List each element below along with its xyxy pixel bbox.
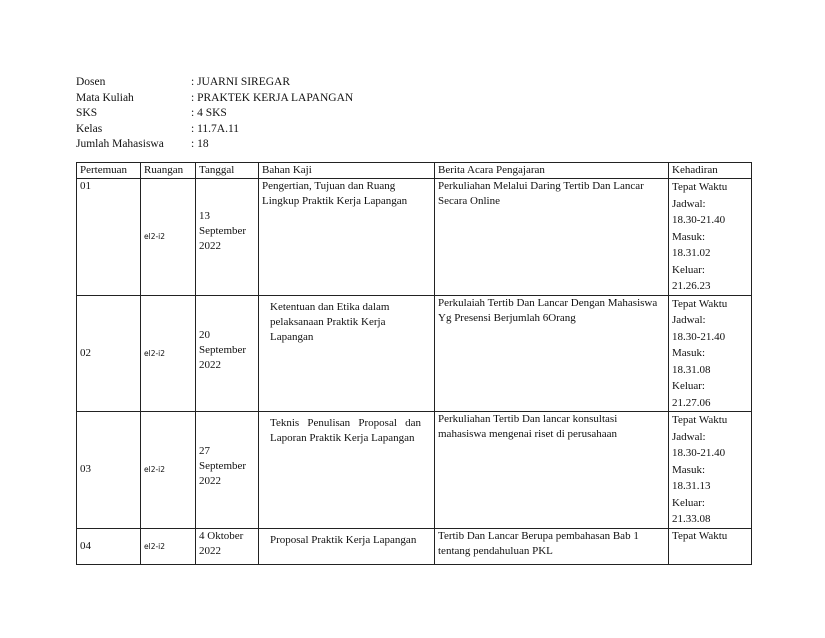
table-row <box>77 295 752 412</box>
header-label: Dosen <box>76 76 106 88</box>
table-row <box>77 412 752 529</box>
tanggal-cell <box>196 528 259 564</box>
pertemuan-cell: 04 <box>77 528 141 564</box>
header-row-dosen <box>76 75 353 91</box>
document-header <box>76 75 353 153</box>
kehadiran-line: Masuk: <box>672 230 705 243</box>
tanggal-cell <box>196 412 259 529</box>
teaching-log-table <box>76 162 752 565</box>
header-row-jumlah-mahasiswa <box>76 137 353 153</box>
header-row-sks <box>76 106 353 122</box>
kehadiran-line: Jadwal: <box>672 197 706 210</box>
pertemuan-cell: 02 <box>77 295 141 412</box>
kehadiran-cell <box>669 412 752 529</box>
berita-acara-cell: Perkuliahan Tertib Dan lancar konsultasi mahasiswa mengenai riset di perusahaan <box>435 412 669 529</box>
column-header: Ruangan <box>141 163 196 179</box>
kehadiran-line: 18.31.02 <box>672 247 711 259</box>
table-row <box>77 528 752 564</box>
kehadiran-line: 18.31.13 <box>672 480 711 492</box>
tanggal-year: 2022 <box>199 240 221 252</box>
kehadiran-cell <box>669 528 752 564</box>
bahan-kaji-cell <box>259 412 435 529</box>
tanggal-month: September <box>199 225 247 237</box>
tanggal-line: 2022 <box>199 544 221 557</box>
header-value: : 18 <box>191 138 209 150</box>
berita-acara-cell: Tertib Dan Lancar Berupa pembahasan Bab 1 tentang pendahuluan PKL <box>435 528 669 564</box>
kehadiran-line: Tepat Waktu <box>672 414 728 426</box>
table-header-row <box>77 163 752 179</box>
header-label: Mata Kuliah <box>76 91 134 104</box>
bahan-kaji-text: Ketentuan dan Etika dalam pelaksanaan Praktik Kerja Lapangan <box>270 300 390 343</box>
tanggal-month: September <box>199 343 247 356</box>
ruangan-cell: el2-i2 <box>141 179 196 296</box>
tanggal-day: 20 <box>199 328 210 341</box>
kehadiran-line: 18.31.08 <box>672 363 711 376</box>
berita-acara-cell: Perkulaiah Tertib Dan Lancar Dengan Mahasiswa Yg Presensi Berjumlah 6Orang <box>435 295 669 412</box>
tanggal-day: 27 <box>199 445 210 457</box>
kehadiran-line: 18.30-21.40 <box>672 214 726 226</box>
pertemuan-cell: 03 <box>77 412 141 529</box>
kehadiran-line: Jadwal: <box>672 430 706 443</box>
tanggal-month: September <box>199 460 247 472</box>
kehadiran-line: Jadwal: <box>672 314 706 326</box>
ruangan-cell: el2-i2 <box>141 528 196 564</box>
header-value: : 11.7A.11 <box>191 122 240 135</box>
kehadiran-line: 21.27.06 <box>672 396 711 409</box>
kehadiran-line: Masuk: <box>672 347 705 359</box>
kehadiran-line: Tepat Waktu <box>672 297 728 310</box>
kehadiran-line: Tepat Waktu <box>672 181 728 193</box>
header-row-mata-kuliah <box>76 91 353 107</box>
pertemuan-cell: 01 <box>77 179 141 296</box>
bahan-kaji-cell: Pengertian, Tujuan dan Ruang Lingkup Praktik Kerja Lapangan <box>259 179 435 296</box>
berita-acara-cell: Perkuliahan Melalui Daring Tertib Dan Lancar Secara Online <box>435 179 669 296</box>
kehadiran-line: Tepat Waktu <box>672 529 728 542</box>
header-value: : JUARNI SIREGAR <box>191 76 291 88</box>
header-value: : 4 SKS <box>191 107 227 119</box>
column-header: Tanggal <box>196 163 259 179</box>
kehadiran-line: 21.26.23 <box>672 280 711 292</box>
column-header: Bahan Kaji <box>259 163 435 179</box>
column-header: Kehadiran <box>669 163 752 179</box>
header-label: Jumlah Mahasiswa <box>76 138 164 150</box>
kehadiran-cell <box>669 179 752 296</box>
kehadiran-line: 21.33.08 <box>672 513 711 525</box>
header-value: : PRAKTEK KERJA LAPANGAN <box>191 91 354 104</box>
tanggal-year: 2022 <box>199 358 221 371</box>
column-header: Berita Acara Pengajaran <box>435 163 669 179</box>
tanggal-day: 13 <box>199 210 210 222</box>
ruangan-cell: el2-i2 <box>141 412 196 529</box>
table-row <box>77 179 752 296</box>
kehadiran-line: 18.30-21.40 <box>672 447 726 459</box>
bahan-kaji-cell <box>259 295 435 412</box>
column-header: Pertemuan <box>77 163 141 179</box>
kehadiran-cell <box>669 295 752 412</box>
kehadiran-line: Keluar: <box>672 380 705 392</box>
bahan-kaji-text: Proposal Praktik Kerja Lapangan <box>270 533 417 546</box>
kehadiran-line: 18.30-21.40 <box>672 330 726 343</box>
header-row-kelas <box>76 122 353 138</box>
tanggal-year: 2022 <box>199 475 221 487</box>
tanggal-line: 4 Oktober <box>199 529 244 542</box>
ruangan-cell: el2-i2 <box>141 295 196 412</box>
tanggal-cell <box>196 295 259 412</box>
bahan-kaji-cell <box>259 528 435 564</box>
kehadiran-line: Masuk: <box>672 463 705 476</box>
header-label: Kelas <box>76 122 103 135</box>
header-label: SKS <box>76 107 98 119</box>
kehadiran-line: Keluar: <box>672 496 705 509</box>
bahan-kaji-text: Teknis Penulisan Proposal dan Laporan Praktik Kerja Lapangan <box>270 417 421 444</box>
tanggal-cell <box>196 179 259 296</box>
kehadiran-line: Keluar: <box>672 263 705 276</box>
